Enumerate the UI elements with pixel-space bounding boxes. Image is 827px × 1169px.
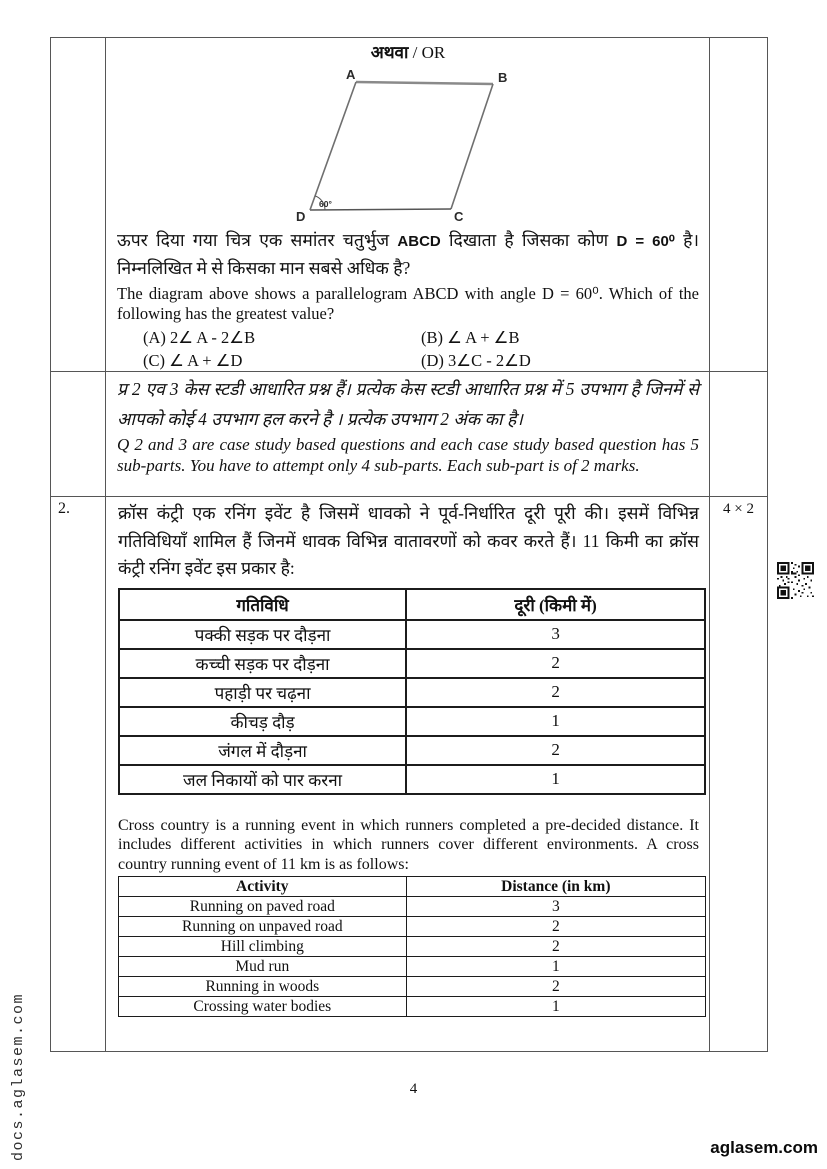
table-row xyxy=(119,649,705,678)
q1-hindi-part2: दिखाता है जिसका कोण xyxy=(440,230,617,250)
or-separator: / xyxy=(408,43,422,62)
option-a: (A) 2∠ A - 2∠B xyxy=(143,328,256,347)
angle-value-label: 60° xyxy=(319,199,332,209)
column-header-distance-en: Distance (in km) xyxy=(406,877,705,897)
table-cell: Running on unpaved road xyxy=(119,917,407,937)
vertex-label-c: C xyxy=(454,209,464,224)
table-cell: 3 xyxy=(406,897,705,917)
option-d: (D) 3∠C - 2∠D xyxy=(421,351,531,370)
table-cell: Hill climbing xyxy=(119,937,407,957)
question-2-content-cell xyxy=(106,497,710,1051)
table-cell: कच्ची सड़क पर दौड़ना xyxy=(119,649,406,678)
case-study-instructions-cell xyxy=(106,372,710,497)
vertex-label-a: A xyxy=(346,67,356,82)
table-row xyxy=(119,997,706,1017)
table-cell: 2 xyxy=(406,977,705,997)
table-cell: कीचड़ दौड़ xyxy=(119,707,406,736)
table-row xyxy=(119,977,706,997)
column-header-activity-hi: गतिविधि xyxy=(119,589,406,620)
table-row xyxy=(119,937,706,957)
question-1-or-cell xyxy=(106,38,710,372)
column-header-distance-hi: दूरी (किमी में) xyxy=(406,589,705,620)
q1-hindi-part3: है। निम्नलिखित मे से किसका मान सबसे अधिक है? xyxy=(117,230,700,278)
table-header xyxy=(119,589,705,620)
table-row xyxy=(119,897,706,917)
table-header xyxy=(119,877,706,897)
activity-table-hindi xyxy=(118,588,706,795)
qnum-cell-empty xyxy=(51,38,106,372)
question-2-text-hindi: क्रॉस कंट्री एक रनिंग इवेंट है जिसमें धावको ने पूर्व-निर्धारित दूरी पूरी की। इसमें विभिन्न गतिविधियाँ शामिल हैं जिनमें धावक विभिन्न वातावरणों को कवर करते हैं। 11 किमी का क्रॉस कंट्री रनिंग इवेंट इस प्रकार है: xyxy=(118,503,699,578)
table-cell: Running in woods xyxy=(119,977,407,997)
column-header-activity-en: Activity xyxy=(119,877,407,897)
table-header-row xyxy=(119,589,705,620)
activity-table-english xyxy=(118,876,706,1017)
table-cell: Mud run xyxy=(119,957,407,977)
table-row xyxy=(119,736,705,765)
option-c: (C) ∠ A + ∠D xyxy=(143,351,243,370)
table-row xyxy=(119,678,705,707)
table-cell: Crossing water bodies xyxy=(119,997,407,1017)
table-row xyxy=(119,957,706,977)
or-divider-heading xyxy=(117,41,699,65)
marks-cell-empty xyxy=(710,38,767,372)
question-1-text-english: The diagram above shows a parallelogram ABCD with angle D = 60⁰. Which of the following has the greatest value? xyxy=(117,284,699,323)
qr-code xyxy=(777,560,814,601)
table-cell: 2 xyxy=(406,649,705,678)
table-cell: 2 xyxy=(406,736,705,765)
page-number: 4 xyxy=(409,1081,418,1097)
parallelogram-diagram xyxy=(288,65,528,225)
question-2-marks: 4 × 2 xyxy=(723,501,754,517)
q1-hindi-part1: ऊपर दिया गया चित्र एक समांतर चतुर्भुज xyxy=(117,230,398,250)
table-row xyxy=(119,765,705,794)
table-row xyxy=(119,620,705,649)
table-row xyxy=(119,917,706,937)
table-cell: 1 xyxy=(406,997,705,1017)
question-2-text-english: Cross country is a running event in which runners completed a pre-decided distance. It includes different activities in which runners cover different environments. A cross country running event of 11 km is as follows: xyxy=(118,816,699,873)
q1-hindi-abcd: ABCD xyxy=(397,233,441,250)
table-cell: पक्की सड़क पर दौड़ना xyxy=(119,620,406,649)
table-cell: जंगल में दौड़ना xyxy=(119,736,406,765)
options-grid xyxy=(143,328,699,371)
vertex-label-d: D xyxy=(296,209,306,224)
q1-hindi-angle: D = 60⁰ xyxy=(616,233,675,250)
table-cell: 2 xyxy=(406,937,705,957)
option-b: (B) ∠ A + ∠B xyxy=(421,328,520,347)
side-watermark: docs.aglasem.com xyxy=(10,992,27,1161)
table-cell: 3 xyxy=(406,620,705,649)
table-row xyxy=(119,707,705,736)
question-2-number: 2. xyxy=(51,497,106,1051)
question-1-text-hindi xyxy=(117,227,699,282)
table-cell: 1 xyxy=(406,707,705,736)
or-label-english: OR xyxy=(421,43,446,62)
table-header-row xyxy=(119,877,706,897)
parallelogram-shape xyxy=(310,82,493,210)
table-cell: 2 xyxy=(406,917,705,937)
question-paper-table xyxy=(50,37,768,1052)
table-cell: Running on paved road xyxy=(119,897,407,917)
or-label-hindi: अथवा xyxy=(370,43,409,62)
table-cell: 1 xyxy=(406,765,705,794)
table-cell: 2 xyxy=(406,678,705,707)
vertex-label-b: B xyxy=(498,70,508,85)
marks-cell-empty-2 xyxy=(710,372,767,497)
qnum-cell-empty-2 xyxy=(51,372,106,497)
table-cell: पहाड़ी पर चढ़ना xyxy=(119,678,406,707)
instructions-hindi: प्र 2 एव 3 केस स्टडी आधारित प्रश्न हैं। प्रत्येक केस स्टडी आधारित प्रश्न में 5 उपभाग है जिनमें से आपको कोई 4 उपभाग हल करने है । प्रत्येक उपभाग 2 अंक का है। xyxy=(117,379,699,429)
table-cell: जल निकायों को पार करना xyxy=(119,765,406,794)
footer-brand: aglasem.com xyxy=(710,1138,818,1157)
instructions-english: Q 2 and 3 are case study based questions and each case study based question has 5 sub-parts. You have to attempt only 4 sub-parts. Each sub-part is of 2 marks. xyxy=(117,435,699,475)
table-cell: 1 xyxy=(406,957,705,977)
